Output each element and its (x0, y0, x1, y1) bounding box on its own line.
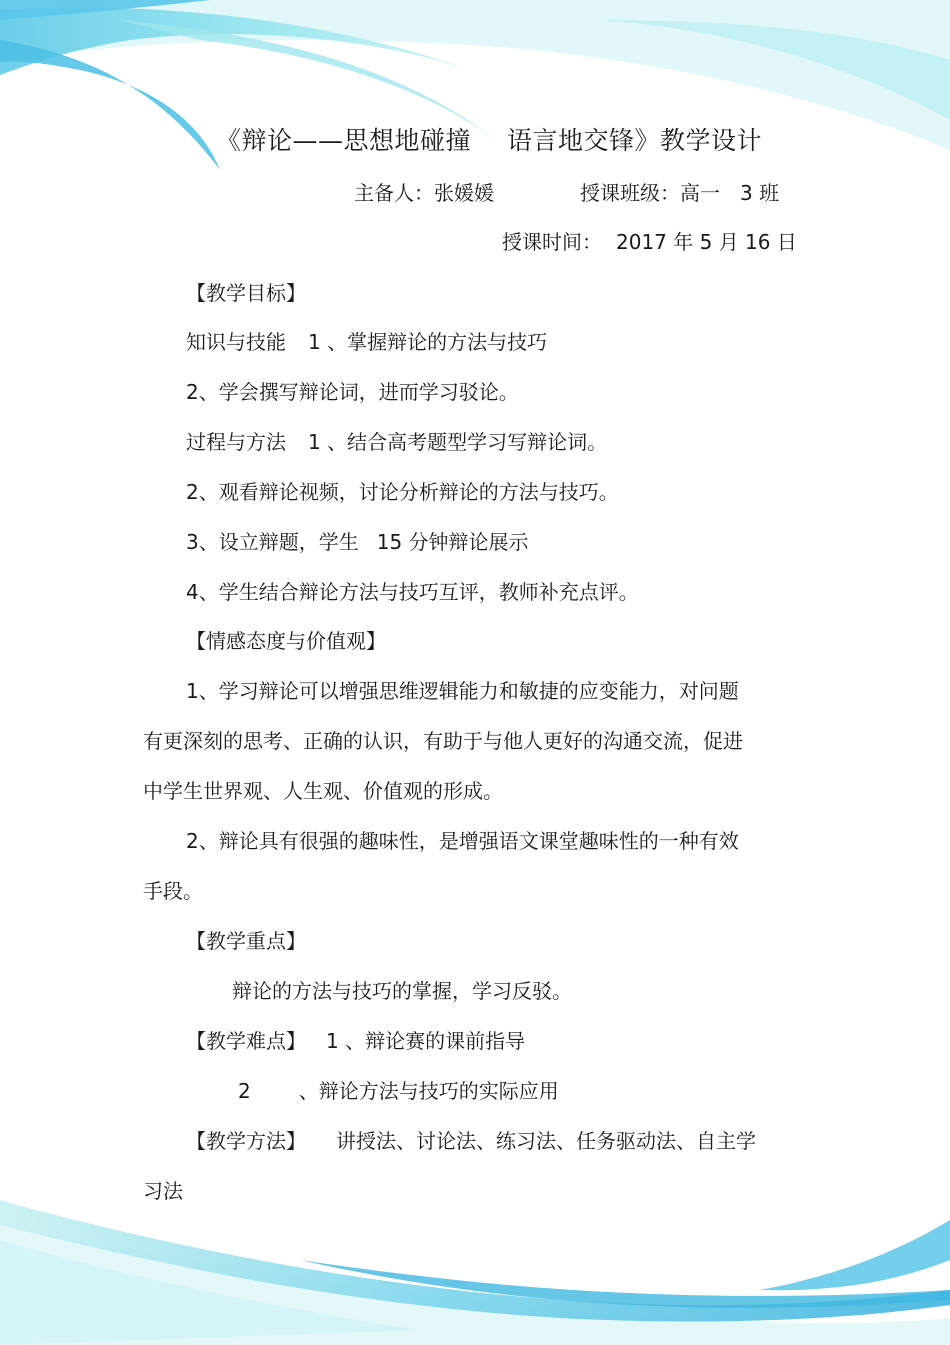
values-paragraph-1-line-3: 中学生世界观、人生观、价值观的形成。 (143, 779, 503, 803)
process-item-1: 1 、结合高考题型学习写辩论词。 (308, 430, 608, 454)
process-item-2: 2、观看辩论视频，讨论分析辩论的方法与技巧。 (186, 480, 619, 504)
process-item-3-text: 3、设立辩题，学生 (186, 530, 359, 554)
methods-row (186, 1127, 756, 1155)
methods-content-line-2: 习法 (143, 1179, 183, 1203)
values-paragraph-1-line-2: 有更深刻的思考、正确的认识，有助于与他人更好的沟通交流，促进 (143, 729, 743, 753)
difficulties-item-1: 1 、辩论赛的课前指导 (326, 1029, 526, 1053)
difficulties-heading: 【教学难点】 (186, 1029, 306, 1053)
title-part-2: 语言地交锋》教学设计 (507, 126, 763, 155)
process-item-3-duration: 15 分钟辩论展示 (376, 530, 529, 554)
date-label: 授课时间： (502, 230, 602, 254)
methods-content-line-1: 讲授法、讨论法、练习法、任务驱动法、自主学 (336, 1129, 756, 1153)
difficulties-row (186, 1027, 525, 1055)
preparer: 主备人：张媛媛 (354, 181, 494, 205)
difficulties-item-2 (238, 1077, 559, 1105)
process-item-4: 4、学生结合辩论方法与技巧互评，教师补充点评。 (186, 580, 639, 604)
process-item-3 (186, 528, 529, 556)
document-title (216, 124, 762, 158)
values-paragraph-2-line-1: 2、辩论具有很强的趣味性，是增强语文课堂趣味性的一种有效 (186, 829, 739, 853)
process-row (186, 428, 607, 456)
title-part-1: 《辩论——思想地碰撞 (216, 126, 472, 155)
knowledge-item-2: 2、学会撰写辩论词，进而学习驳论。 (186, 380, 519, 404)
difficulties-item-2-text: 、辩论方法与技巧的实际应用 (298, 1079, 559, 1103)
values-paragraph-2-line-2: 手段。 (143, 879, 203, 903)
values-heading: 【情感态度与价值观】 (186, 629, 386, 653)
objectives-heading: 【教学目标】 (186, 281, 306, 305)
values-paragraph-1-line-1: 1、学习辩论可以增强思维逻辑能力和敏捷的应变能力，对问题 (186, 679, 739, 703)
knowledge-label: 知识与技能 (186, 330, 286, 354)
key-points-content: 辩论的方法与技巧的掌握，学习反驳。 (232, 979, 572, 1003)
key-points-heading: 【教学重点】 (186, 929, 306, 953)
knowledge-row (186, 328, 547, 356)
difficulties-item-2-number: 2 (238, 1079, 251, 1103)
date-value: 2017 年 5 月 16 日 (616, 230, 797, 254)
class-number: 3 班 (740, 181, 780, 205)
date-row (502, 228, 797, 256)
methods-heading: 【教学方法】 (186, 1129, 306, 1153)
process-label: 过程与方法 (186, 430, 286, 454)
class-label: 授课班级：高一 (580, 181, 720, 205)
header-meta-row (354, 179, 779, 207)
knowledge-item-1: 1 、掌握辩论的方法与技巧 (308, 330, 548, 354)
